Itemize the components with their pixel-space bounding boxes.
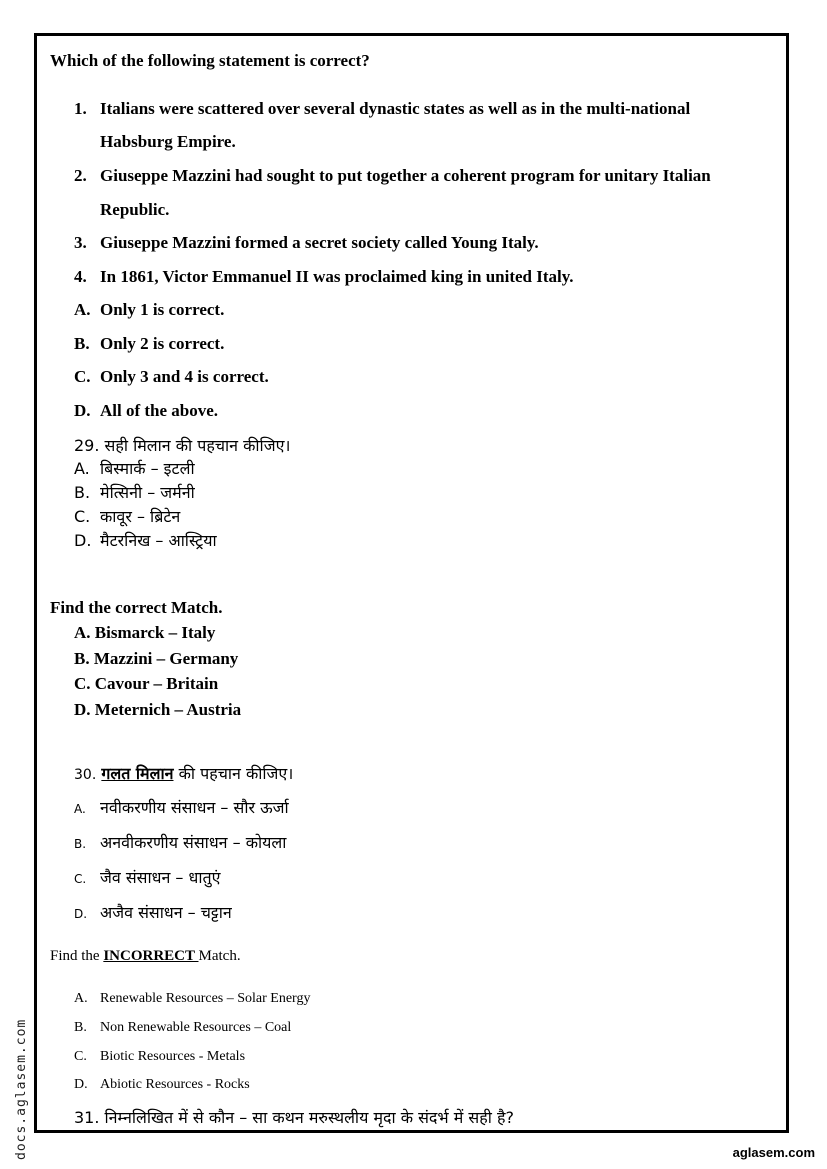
q31-hindi-question: 31. निम्नलिखित में से कौन – सा कथन मरुस्थलीय मृदा के संदर्भ में सही है? xyxy=(74,1108,514,1127)
option-label: A. xyxy=(74,459,90,478)
q29-hindi-option-d xyxy=(74,529,217,551)
underlined-phrase: गलत मिलान xyxy=(101,764,174,783)
q28-statement-2 xyxy=(74,166,711,186)
page-border xyxy=(34,33,789,1133)
option-text: Only 2 is correct. xyxy=(100,334,225,353)
option-label: B. xyxy=(74,649,90,668)
statement-number: 3. xyxy=(74,233,87,252)
q30-english-option-d xyxy=(74,1077,250,1093)
option-label: B. xyxy=(74,334,90,353)
option-label: C. xyxy=(74,872,87,886)
option-label: C. xyxy=(74,507,91,526)
q30-english-question xyxy=(50,948,241,965)
q28-question: Which of the following statement is correct? xyxy=(50,51,370,70)
option-label: D. xyxy=(74,401,91,420)
option-label: A. xyxy=(74,623,91,642)
q29-english-option-c xyxy=(74,674,218,694)
option-text: कावूर – ब्रिटेन xyxy=(100,507,181,526)
q29-english-option-a xyxy=(74,623,215,643)
footer-brand: aglasem.com xyxy=(732,1145,815,1160)
underlined-word: INCORRECT xyxy=(103,948,199,964)
option-text: Renewable Resources – Solar Energy xyxy=(100,991,311,1006)
q30-hindi-question xyxy=(74,762,293,784)
option-text: बिस्मार्क – इटली xyxy=(100,459,195,478)
option-text: Biotic Resources - Metals xyxy=(100,1049,246,1064)
option-text: मैटरनिख – आस्ट्रिया xyxy=(100,531,217,550)
q28-statement-3 xyxy=(74,233,539,253)
option-text: Non Renewable Resources – Coal xyxy=(100,1020,292,1035)
q28-statement-1 xyxy=(74,99,690,119)
q29-hindi-option-b xyxy=(74,481,195,503)
option-text: अनवीकरणीय संसाधन – कोयला xyxy=(100,833,287,852)
statement-text: Italians were scattered over several dynastic states as well as in the multi-national xyxy=(100,99,691,118)
option-text: Only 1 is correct. xyxy=(100,300,225,319)
option-text: Bismarck – Italy xyxy=(94,623,216,642)
option-label: D. xyxy=(74,1077,88,1092)
option-label: C. xyxy=(74,367,91,386)
q29-hindi-question: 29. सही मिलान की पहचान कीजिए। xyxy=(74,436,291,455)
option-label: B. xyxy=(74,1020,87,1035)
statement-number: 1. xyxy=(74,99,87,118)
option-label: D. xyxy=(74,531,92,550)
q28-option-a xyxy=(74,300,224,320)
option-label: D. xyxy=(74,907,88,921)
option-text: Cavour – Britain xyxy=(94,674,219,693)
statement-text: In 1861, Victor Emmanuel II was proclaimed king in united Italy. xyxy=(100,267,574,286)
side-watermark: docs.aglasem.com xyxy=(14,1018,29,1160)
q28-statement-2-cont: Republic. xyxy=(100,200,170,219)
option-text: मेत्सिनी – जर्मनी xyxy=(100,483,195,502)
q30-hindi-option-c xyxy=(74,866,220,888)
q28-option-c xyxy=(74,367,269,387)
option-label: D. xyxy=(74,700,91,719)
option-label: A. xyxy=(74,991,88,1006)
option-label: A. xyxy=(74,300,91,319)
q28-option-b xyxy=(74,334,224,354)
option-text: नवीकरणीय संसाधन – सौर ऊर्जा xyxy=(100,798,289,817)
option-text: Only 3 and 4 is correct. xyxy=(100,367,269,386)
question-prefix: Find the xyxy=(50,948,104,964)
question-number: 30. xyxy=(74,767,97,783)
q30-english-option-c xyxy=(74,1049,245,1065)
statement-text: Giuseppe Mazzini formed a secret society called Young Italy. xyxy=(100,233,539,252)
q29-hindi-option-a xyxy=(74,457,195,479)
statement-text: Giuseppe Mazzini had sought to put together a coherent program for unitary Italian xyxy=(100,166,711,185)
statement-number: 4. xyxy=(74,267,87,286)
q30-english-option-b xyxy=(74,1020,291,1036)
q28-statement-4 xyxy=(74,267,574,287)
q30-hindi-option-a xyxy=(74,796,289,818)
q28-statement-1-cont: Habsburg Empire. xyxy=(100,132,236,151)
option-text: Meternich – Austria xyxy=(94,700,242,719)
q30-english-option-a xyxy=(74,991,310,1007)
q29-english-option-b xyxy=(74,649,238,669)
question-text: की पहचान कीजिए। xyxy=(173,764,294,783)
option-text: Mazzini – Germany xyxy=(93,649,239,668)
option-label: C. xyxy=(74,1049,87,1064)
q29-hindi-option-c xyxy=(74,505,180,527)
q30-hindi-option-d xyxy=(74,901,232,923)
option-label: B. xyxy=(74,483,91,502)
q30-hindi-option-b xyxy=(74,831,286,853)
q28-option-d xyxy=(74,401,218,421)
q29-english-option-d xyxy=(74,700,241,720)
option-text: जैव संसाधन – धातुएं xyxy=(100,868,221,887)
statement-number: 2. xyxy=(74,166,87,185)
option-label: B. xyxy=(74,837,87,851)
option-label: A. xyxy=(74,802,86,816)
q29-english-question: Find the correct Match. xyxy=(50,598,223,617)
option-label: C. xyxy=(74,674,91,693)
option-text: All of the above. xyxy=(100,401,219,420)
option-text: अजैव संसाधन – चट्टान xyxy=(100,903,232,922)
option-text: Abiotic Resources - Rocks xyxy=(100,1077,250,1092)
question-suffix: Match. xyxy=(198,948,241,964)
